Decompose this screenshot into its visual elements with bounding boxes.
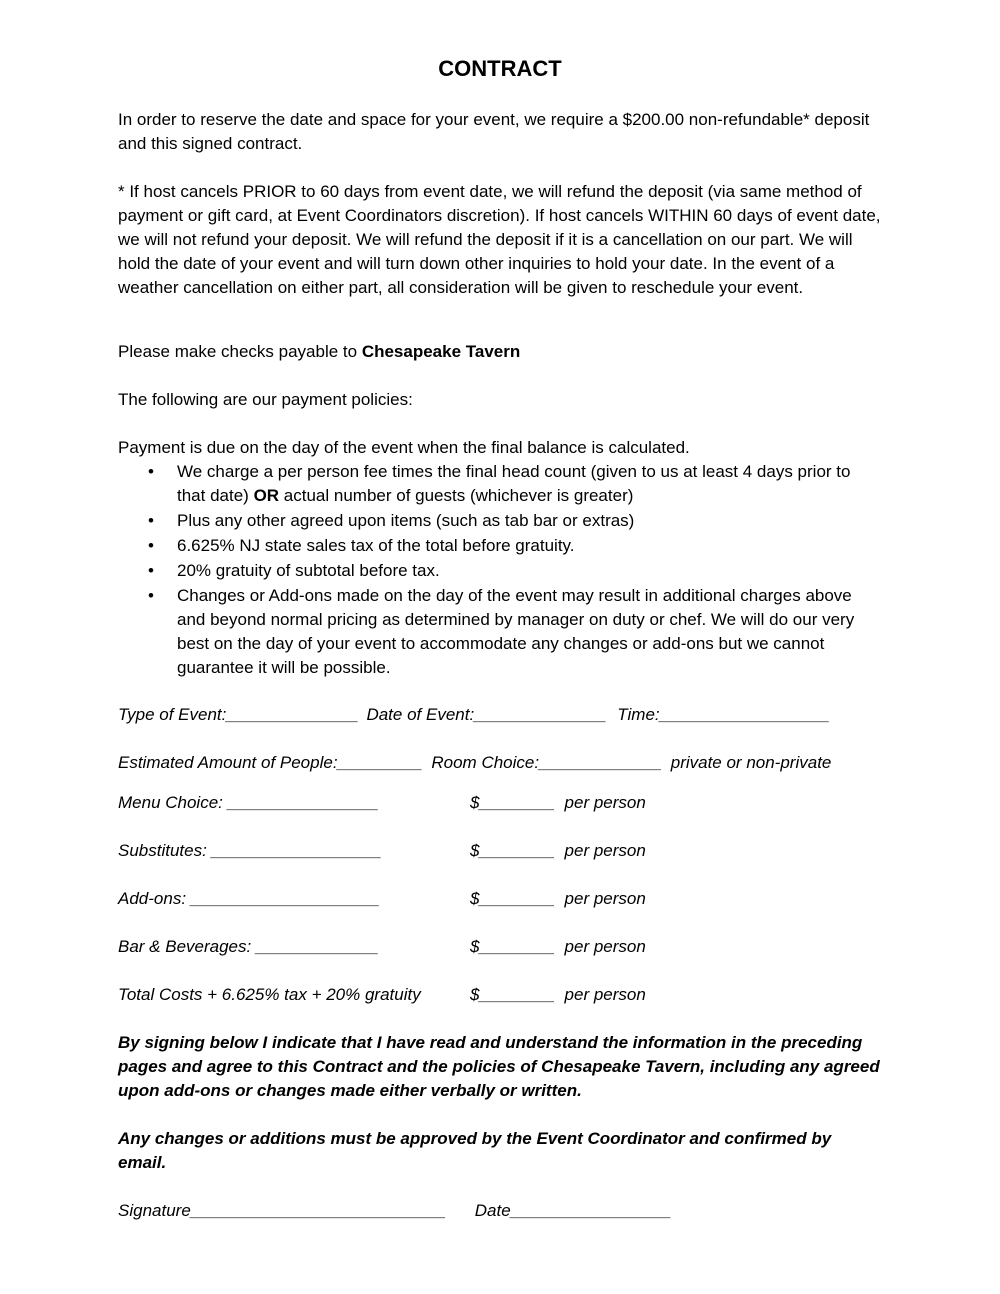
addons-price-field[interactable]: $________ per person [470,889,646,908]
list-item [118,584,883,680]
menu-choice-row [118,791,883,815]
page-title: CONTRACT [438,56,562,81]
event-details-row [118,703,830,727]
list-item [118,534,883,558]
list-item [118,460,883,508]
agreement-paragraph: By signing below I indicate that I have read and understand the information in the preceding pages and agree to this Contract and the policies of Chesapeake Tavern, including any agreed upon add-ons or changes made either verbally or written. [118,1033,880,1100]
signature-date-field[interactable]: Date_________________ [474,1201,672,1220]
estimated-people-field[interactable]: Estimated Amount of People:_________ [118,753,423,772]
addons-row [118,887,883,911]
bullet-icon: • [148,511,154,530]
bullet-icon: • [148,586,154,605]
bar-beverages-row [118,935,883,959]
total-costs-row [118,983,883,1007]
policy-text: 6.625% NJ state sales tax of the total before gratuity. [177,536,575,555]
list-item [118,559,883,583]
policy-text: Plus any other agreed upon items (such as tab bar or extras) [177,511,635,530]
policy-text: actual number of guests (whichever is greater) [279,486,634,505]
policies-heading: The following are our payment policies: [118,390,413,409]
substitutes-price-field[interactable]: $________ per person [470,841,646,860]
policy-text: We charge a per person fee times the final head count (given to us at least 4 days prior to that date) [177,462,851,505]
payee-name: Chesapeake Tavern [361,342,521,361]
policy-text: Changes or Add-ons made on the day of the event may result in additional charges above and beyond normal pricing as determined by manager on duty or chef. We will do our very best on the day of your event to accommodate any changes or add-ons but we cannot guarantee it will be possible. [177,586,855,677]
menu-price-field[interactable]: $________ per person [470,793,646,812]
payment-due-line: Payment is due on the day of the event when the final balance is calculated. [118,438,690,457]
people-room-row [118,751,831,775]
date-of-event-field[interactable]: Date of Event:______________ [366,705,607,724]
policy-list [118,460,883,680]
signature-row [118,1199,671,1223]
changes-note: Any changes or additions must be approved by the Event Coordinator and confirmed by email. [118,1129,832,1172]
bar-price-field[interactable]: $________ per person [470,937,646,956]
policy-emphasis: OR [253,486,280,505]
substitutes-row [118,839,883,863]
bullet-icon: • [148,462,154,481]
list-item [118,509,883,533]
signature-field[interactable]: Signature___________________________ [118,1201,447,1220]
bullet-icon: • [148,536,154,555]
total-price-field[interactable]: $________ per person [470,985,646,1004]
total-costs-label: Total Costs + 6.625% tax + 20% gratuity [118,985,421,1004]
time-field[interactable]: Time:__________________ [617,705,830,724]
checks-payable-line [118,340,883,364]
refund-policy-paragraph: * If host cancels PRIOR to 60 days from event date, we will refund the deposit (via same method of payment or gift card, at Event Coordinators discretion). If host cancels WITHIN 60 days of event date, we will not refund your deposit. We will refund the deposit if it is a cancellation on our part. We will hold the date of your event and will turn down other inquiries to hold your date. In the event of a weather cancellation on either part, all consideration will be given to reschedule your event. [118,182,881,297]
checks-prefix: Please make checks payable to [118,342,362,361]
addons-field[interactable]: Add-ons: ____________________ [118,889,380,908]
room-options-label: private or non-private [670,753,832,772]
intro-paragraph: In order to reserve the date and space for your event, we require a $200.00 non-refundable* deposit and this signed contract. [118,110,870,153]
menu-choice-field[interactable]: Menu Choice: ________________ [118,793,379,812]
bar-beverages-field[interactable]: Bar & Beverages: _____________ [118,937,379,956]
bullet-icon: • [148,561,154,580]
room-choice-field[interactable]: Room Choice:_____________ [431,753,662,772]
type-of-event-field[interactable]: Type of Event:______________ [118,705,359,724]
substitutes-field[interactable]: Substitutes: __________________ [118,841,382,860]
policy-text: 20% gratuity of subtotal before tax. [177,561,440,580]
